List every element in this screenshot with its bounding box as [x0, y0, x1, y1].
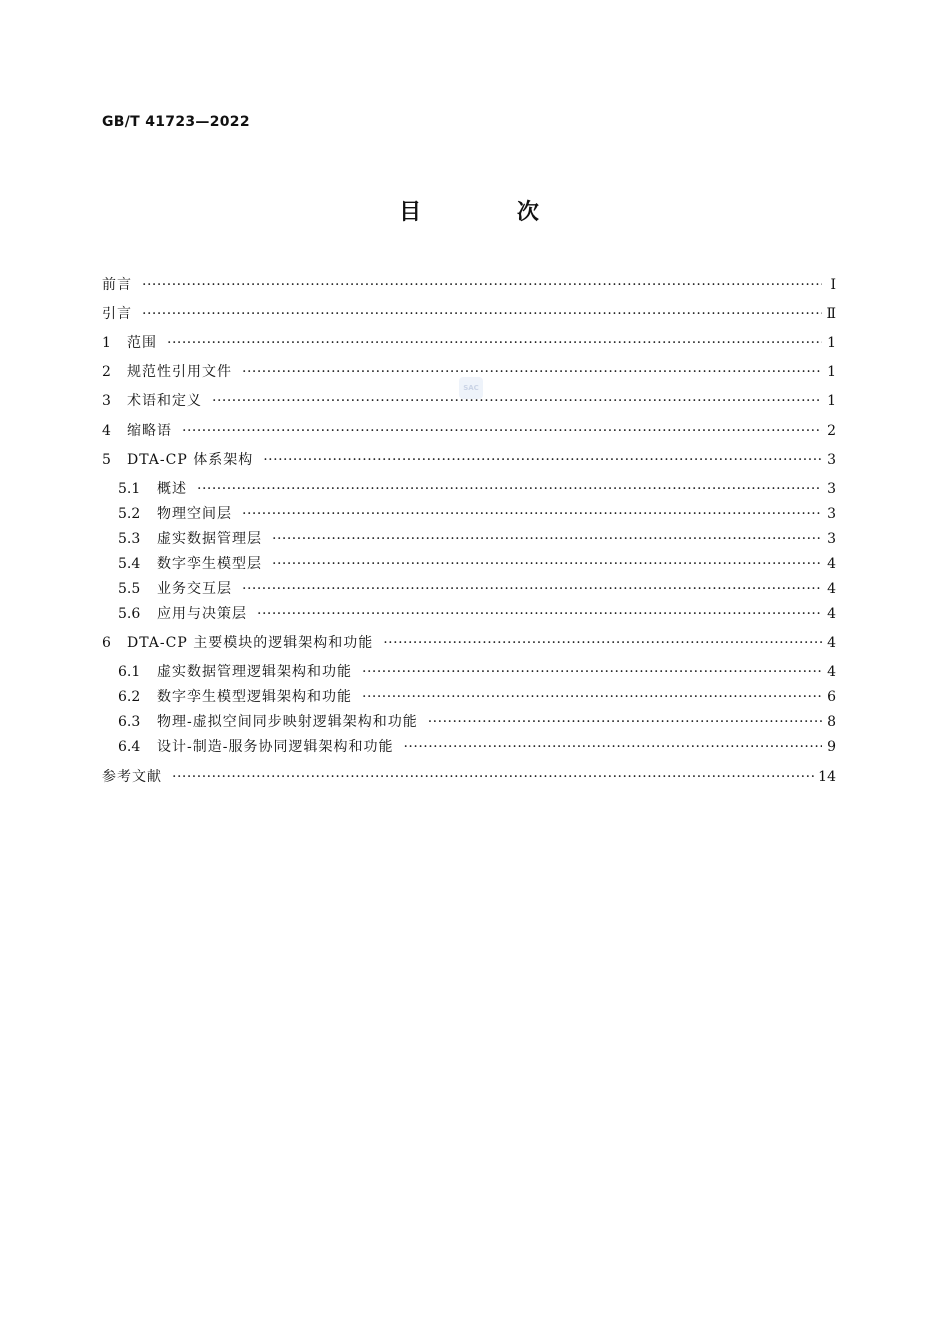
toc-entry-6-1[interactable]: [118, 661, 836, 683]
table-of-contents: [102, 0, 836, 800]
toc-entry-number: 5.1: [118, 481, 141, 497]
toc-entry-page: 3: [827, 452, 836, 468]
toc-entry-page: 6: [827, 689, 836, 705]
toc-entry-page: 4: [827, 581, 836, 597]
toc-entry-page: 4: [827, 635, 836, 651]
toc-entry-number: 5.5: [118, 581, 141, 597]
toc-entry-number: 5.2: [118, 506, 141, 522]
toc-entry-6-2[interactable]: [118, 686, 836, 708]
toc-entry-number: 6.2: [118, 689, 141, 705]
toc-entry-page: 4: [827, 664, 836, 680]
toc-entry-label: 应用与决策层: [157, 606, 247, 622]
toc-entry-label: 业务交互层: [157, 581, 232, 597]
dot-leader: [197, 481, 822, 497]
toc-entry-page: 2: [827, 423, 836, 439]
dot-leader: [242, 364, 822, 380]
toc-entry-5-2[interactable]: [118, 503, 836, 525]
toc-entry-3[interactable]: [102, 390, 836, 412]
toc-entry-introduction[interactable]: [102, 303, 836, 325]
toc-entry-5-3[interactable]: [118, 528, 836, 550]
toc-entry-page: 3: [827, 506, 836, 522]
toc-entry-label: 虚实数据管理层: [157, 531, 262, 547]
toc-entry-number: 5.4: [118, 556, 141, 572]
sac-watermark: SAC: [459, 377, 483, 399]
dot-leader: [383, 635, 822, 651]
toc-entry-number: 6.4: [118, 739, 141, 755]
toc-entry-5-5[interactable]: [118, 578, 836, 600]
toc-entry-label: 范围: [127, 335, 157, 351]
toc-entry-label: 缩略语: [127, 423, 172, 439]
toc-entry-6-4[interactable]: [118, 736, 836, 758]
toc-entry-number: 5: [102, 452, 111, 468]
toc-entry-page: Ⅰ: [830, 277, 836, 293]
toc-entry-1[interactable]: [102, 332, 836, 354]
toc-entry-page: 8: [827, 714, 836, 730]
dot-leader: [142, 306, 822, 322]
toc-entry-page: 14: [818, 769, 836, 785]
toc-entry-label: 概述: [157, 481, 187, 497]
toc-entry-label: 数字孪生模型层: [157, 556, 262, 572]
dot-leader: [167, 335, 822, 351]
toc-entry-page: 4: [827, 606, 836, 622]
toc-entry-number: 2: [102, 364, 111, 380]
dot-leader: [172, 769, 814, 785]
toc-entry-2[interactable]: [102, 361, 836, 383]
toc-entry-number: 4: [102, 423, 111, 439]
toc-entry-page: 3: [827, 531, 836, 547]
toc-entry-page: Ⅱ: [826, 306, 836, 322]
dot-leader: [403, 739, 822, 755]
dot-leader: [272, 556, 822, 572]
page-title: 目 次: [399, 200, 583, 225]
dot-leader: [212, 393, 822, 409]
toc-entry-label: 数字孪生模型逻辑架构和功能: [157, 689, 352, 705]
dot-leader: [362, 664, 822, 680]
toc-entry-label: 设计-制造-服务协同逻辑架构和功能: [157, 739, 394, 755]
toc-entry-number: 3: [102, 393, 111, 409]
toc-entry-label: 引言: [102, 306, 132, 322]
dot-leader: [242, 506, 822, 522]
dot-leader: [272, 531, 822, 547]
toc-entry-6-3[interactable]: [118, 711, 836, 733]
toc-entry-6[interactable]: [102, 632, 836, 654]
toc-entry-4[interactable]: [102, 420, 836, 442]
toc-entry-5-4[interactable]: [118, 553, 836, 575]
toc-entry-5-6[interactable]: [118, 603, 836, 625]
toc-entry-label: 物理空间层: [157, 506, 232, 522]
toc-entry-label: DTA-CP 主要模块的逻辑架构和功能: [127, 635, 374, 651]
dot-leader: [142, 277, 822, 293]
toc-entry-label: 前言: [102, 277, 132, 293]
toc-entry-number: 6: [102, 635, 111, 651]
toc-entry-page: 4: [827, 556, 836, 572]
toc-entry-5-1[interactable]: [118, 478, 836, 500]
toc-entry-label: 术语和定义: [127, 393, 202, 409]
toc-entry-label: 物理-虚拟空间同步映射逻辑架构和功能: [157, 714, 418, 730]
standard-code: GB/T 41723—2022: [102, 114, 250, 130]
dot-leader: [257, 606, 822, 622]
toc-entry-bibliography[interactable]: [102, 766, 836, 788]
toc-entry-label: 虚实数据管理逻辑架构和功能: [157, 664, 352, 680]
dot-leader: [362, 689, 822, 705]
toc-entry-page: 3: [827, 481, 836, 497]
toc-entry-page: 1: [827, 364, 836, 380]
toc-entry-number: 5.6: [118, 606, 141, 622]
toc-entry-label: 规范性引用文件: [127, 364, 232, 380]
dot-leader: [428, 714, 822, 730]
toc-entry-5[interactable]: [102, 449, 836, 471]
dot-leader: [263, 452, 822, 468]
dot-leader: [182, 423, 822, 439]
toc-entry-page: 9: [827, 739, 836, 755]
dot-leader: [242, 581, 822, 597]
toc-entry-number: 6.1: [118, 664, 141, 680]
toc-entry-label: DTA-CP 体系架构: [127, 452, 254, 468]
toc-entry-number: 1: [102, 335, 111, 351]
toc-entry-page: 1: [827, 393, 836, 409]
toc-entry-page: 1: [827, 335, 836, 351]
toc-entry-number: 6.3: [118, 714, 141, 730]
toc-entry-number: 5.3: [118, 531, 141, 547]
toc-entry-label: 参考文献: [102, 769, 162, 785]
toc-entry-foreword[interactable]: [102, 274, 836, 296]
